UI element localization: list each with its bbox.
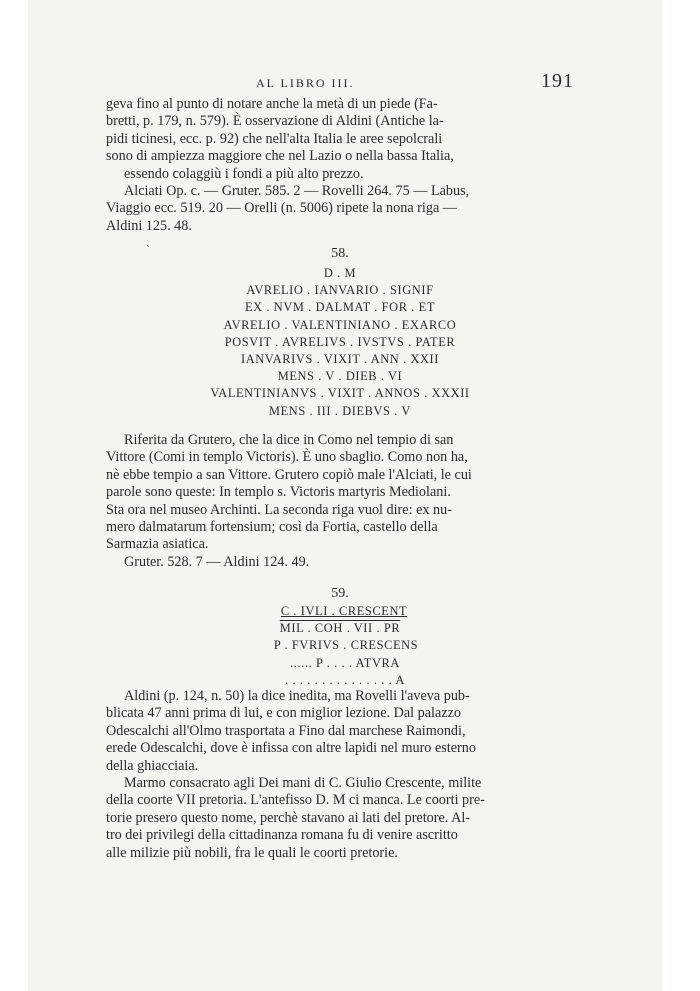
entry-58-number: 58. xyxy=(331,246,349,261)
inscription-line: MENS . V . DIEB . VI xyxy=(277,369,403,384)
inscription-line: AVRELIO . VALENTINIANO . EXARCO xyxy=(223,317,457,332)
text-line: essendo colaggiù i fondi a più alto prezzo. xyxy=(124,165,364,182)
text-line: della ghiacciaia. xyxy=(106,757,199,774)
commentary-59 xyxy=(106,688,574,862)
text-line: nè ebbe tempio a san Vittore. Grutero copiò male l'Alciati, le cui xyxy=(106,466,472,483)
text-line: parole sono queste: In templo s. Victoris martyris Mediolani. xyxy=(106,484,451,501)
inscription-line-text: MIL . COH . VII . PR xyxy=(279,621,401,636)
inscription-line: MENS . III . DIEBVS . V xyxy=(269,403,411,418)
text-line: della coorte VII pretoria. L'antefisso D. M ci manca. Le coorti pre- xyxy=(106,792,485,809)
running-title: AL LIBRO III. xyxy=(256,76,355,90)
inscription-line-text: C . IVLI . CRESCENT xyxy=(280,604,408,618)
text-line: Vittore (Comi in templo Victoris). È uno sbaglio. Como non ha, xyxy=(106,449,468,466)
inscription-59 xyxy=(106,603,574,689)
text-line: Aldini (p. 124, n. 50) la dice inedita, ma Rovelli l'aveva pub- xyxy=(124,688,470,704)
intro-paragraph xyxy=(106,96,574,235)
text-line: blicata 47 anni prima di lui, e con miglior lezione. Dal palazzo xyxy=(106,705,461,722)
inscription-line: P . FVRIVS . CRESCENS xyxy=(273,638,419,653)
inscription-line: POSVIT . AVRELIVS . IVSTVS . PATER xyxy=(224,334,456,349)
reference-line: Gruter. 528. 7 — Aldini 124. 49. xyxy=(124,553,310,570)
running-header xyxy=(106,70,574,94)
text-line: pidi ticinesi, ecc. p. 92) che nell'alta Italia le aree sepolcrali xyxy=(106,130,443,147)
text-line: Odescalchi all'Olmo trasportata a Fino dal marchese Raimondi, xyxy=(106,722,466,739)
text-line: geva fino al punto di notare anche la metà di un piede (Fa- xyxy=(106,96,438,112)
inscription-line: IANVARIVS . VIXIT . ANN . XXII xyxy=(240,352,439,367)
inscription-line: AVRELIO . IANVARIO . SIGNIF xyxy=(246,283,434,298)
entry-59-number: 59. xyxy=(331,586,349,601)
text-line: erede Odescalchi, dove è infissa con altre lapidi nel muro esterno xyxy=(106,740,476,757)
commentary-58 xyxy=(106,432,574,571)
inscription-line xyxy=(106,603,574,620)
inscription-line: . . . . . . . . . . . . . . . A xyxy=(285,672,405,687)
text-line: mero dalmatarum fortensium; così da Fortia, castello della xyxy=(106,519,438,536)
text-line: Sarmazia asiatica. xyxy=(106,536,209,553)
text-line: tro dei privilegi della cittadinanza romana fu di venire ascritto xyxy=(106,827,458,844)
text-line: bretti, p. 179, n. 579). È osservazione di Aldini (Antiche la- xyxy=(106,113,444,130)
stray-mark: ` xyxy=(146,244,150,256)
inscription-line: EX . NVM . DALMAT . FOR . ET xyxy=(244,300,436,315)
text-line: Riferita da Grutero, che la dice in Como nel tempio di san xyxy=(124,432,454,448)
reference-line: Viaggio ecc. 519. 20 — Orelli (n. 5006) ripete la nona riga — xyxy=(106,200,457,217)
reference-line: Alciati Op. c. — Gruter. 585. 2 — Rovelli 264. 75 — Labus, xyxy=(124,183,470,200)
inscription-line: ...... P . . . . ATVRA xyxy=(290,655,400,670)
page-number: 191 xyxy=(541,70,574,92)
text-line: torie presero questo nome, perchè stavano ai lati del pretore. Al- xyxy=(106,809,471,826)
text-line: alle milizie più nobili, fra le quali le coorti pretorie. xyxy=(106,844,398,861)
inscription-line: D . M xyxy=(323,266,357,280)
inscription-line: VALENTINIANVS . VIXIT . ANNOS . XXXII xyxy=(210,386,470,401)
inscription-line xyxy=(106,620,574,637)
text-line: Marmo consacrato agli Dei mani di C. Giulio Crescente, milite xyxy=(124,775,482,792)
reference-line: Aldini 125. 48. xyxy=(106,217,192,234)
book-page xyxy=(28,0,662,991)
inscription-58 xyxy=(106,265,574,420)
text-line: Sta ora nel museo Archinti. La seconda riga vuol dire: ex nu- xyxy=(106,501,452,518)
text-line: sono di ampiezza maggiore che nel Lazio o nella bassa Italia, xyxy=(106,148,454,165)
